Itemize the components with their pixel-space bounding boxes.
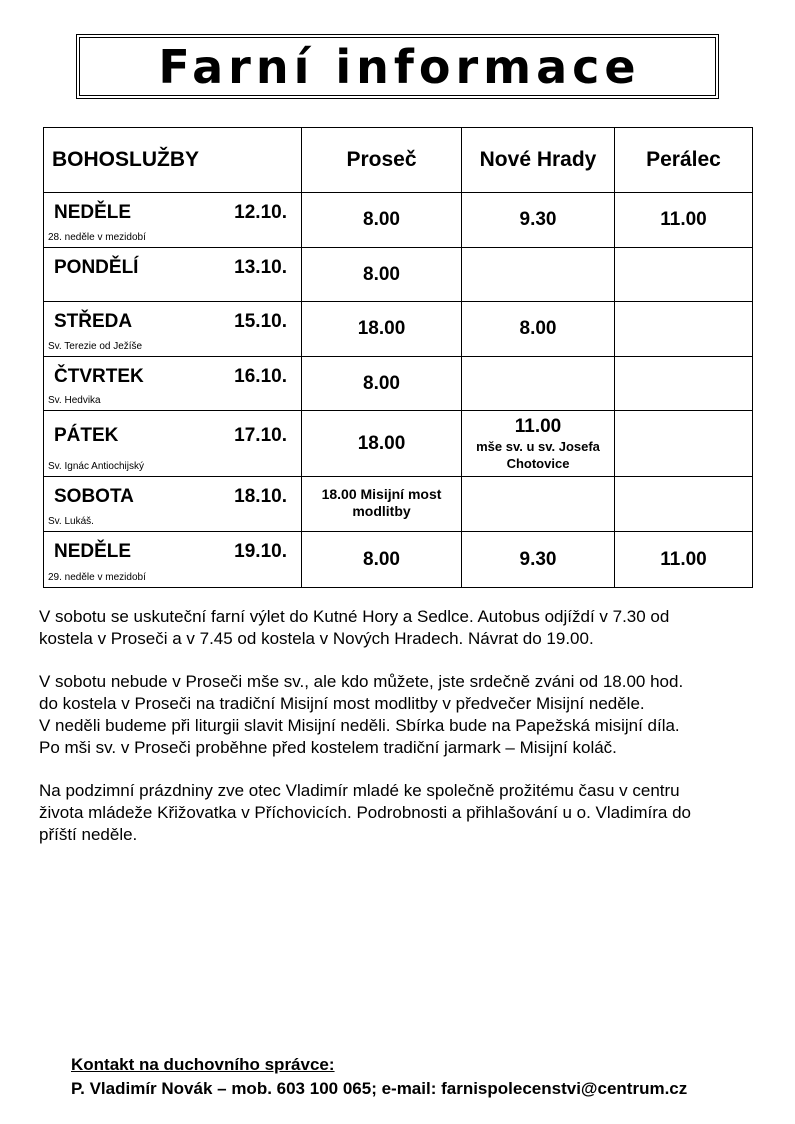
contact-details: P. Vladimír Novák – mob. 603 100 065; e-mail: farnispolecenstvi@centrum.cz [71, 1079, 688, 1098]
nove-hrady-note: mše sv. u sv. Josefa Chotovice [476, 438, 600, 471]
nove-hrady-time: 8.00 [462, 302, 615, 357]
day-note: 29. neděle v mezidobí [48, 572, 146, 583]
schedule-header-row [44, 128, 753, 193]
announcement-paragraph [39, 606, 769, 650]
prosec-time: 8.00 [302, 193, 462, 248]
peralec-time [615, 477, 753, 532]
day-note: Sv. Ignác Antiochijský [48, 461, 144, 472]
header-services: BOHOSLUŽBY [44, 128, 302, 193]
paragraph-line: Na podzimní prázdniny zve otec Vladimír mladé ke společně prožitému času v centru [39, 781, 680, 800]
peralec-time [615, 302, 753, 357]
peralec-time [615, 357, 753, 411]
peralec-time [615, 248, 753, 302]
schedule-table [43, 127, 753, 588]
day-cell [44, 302, 302, 357]
day-cell [44, 532, 302, 588]
day-cell [44, 477, 302, 532]
day-cell [44, 357, 302, 411]
day-name: PONDĚLÍ [54, 257, 139, 278]
day-date: 18.10. [234, 486, 287, 507]
paragraph-line: kostela v Proseči a v 7.45 od kostela v Nových Hradech. Návrat do 19.00. [39, 629, 594, 648]
day-cell [44, 411, 302, 477]
paragraph-line: V neděli budeme při liturgii slavit Misijní neděli. Sbírka bude na Papežská misijní díla. [39, 716, 680, 735]
paragraph-line: života mládeže Křižovatka v Příchovicích. Podrobnosti a přihlašování u o. Vladimíra do [39, 803, 691, 822]
day-cell [44, 248, 302, 302]
schedule-row [44, 532, 753, 588]
peralec-time: 11.00 [615, 193, 753, 248]
day-name: NEDĚLE [54, 541, 132, 562]
day-note: Sv. Terezie od Ježíše [48, 341, 143, 352]
schedule-row [44, 193, 753, 248]
paragraph-line: V sobotu se uskuteční farní výlet do Kutné Hory a Sedlce. Autobus odjíždí v 7.30 od [39, 607, 670, 626]
announcements [39, 606, 769, 867]
announcement-paragraph [39, 671, 769, 759]
nove-hrady-time: 11.00 [514, 415, 562, 437]
paragraph-line: V sobotu nebude v Proseči mše sv., ale kdo můžete, jste srdečně zváni od 18.00 hod. [39, 672, 684, 691]
header-peralec: Perálec [615, 128, 753, 193]
prosec-time: 8.00 [302, 357, 462, 411]
prosec-time: 18.00 Misijní most modlitby [302, 477, 462, 532]
prosec-time: 8.00 [302, 248, 462, 302]
peralec-time [615, 411, 753, 477]
day-date: 13.10. [234, 257, 287, 278]
title-inner-frame [79, 37, 716, 96]
day-date: 15.10. [234, 311, 287, 332]
day-date: 16.10. [234, 366, 287, 387]
header-nove-hrady: Nové Hrady [462, 128, 615, 193]
peralec-time: 11.00 [615, 532, 753, 588]
day-date: 17.10. [234, 425, 287, 446]
day-name: STŘEDA [54, 311, 133, 332]
header-prosec: Proseč [302, 128, 462, 193]
schedule-row [44, 357, 753, 411]
day-name: PÁTEK [54, 425, 119, 446]
prosec-time: 18.00 [302, 411, 462, 477]
schedule-row [44, 411, 753, 477]
nove-hrady-time: 9.30 [462, 532, 615, 588]
title-box [76, 34, 719, 99]
schedule-row [44, 302, 753, 357]
day-date: 12.10. [234, 202, 287, 223]
announcement-paragraph [39, 780, 769, 846]
page-title: Farní informace [158, 39, 641, 94]
day-note: Sv. Lukáš. [48, 516, 94, 527]
schedule-row [44, 477, 753, 532]
prosec-time: 8.00 [302, 532, 462, 588]
paragraph-line: do kostela v Proseči na tradiční Misijní most modlitby v předvečer Misijní neděle. [39, 694, 645, 713]
paragraph-line: Po mši sv. v Proseči proběhne před kostelem tradiční jarmark – Misijní koláč. [39, 738, 617, 757]
day-name: SOBOTA [54, 486, 134, 507]
nove-hrady-time: 9.30 [462, 193, 615, 248]
nove-hrady-time [462, 477, 615, 532]
day-name: NEDĚLE [54, 202, 132, 223]
day-note: 28. neděle v mezidobí [48, 232, 146, 243]
prosec-time: 18.00 [302, 302, 462, 357]
schedule-row [44, 248, 753, 302]
day-note: Sv. Hedvika [48, 395, 101, 406]
nove-hrady-cell [462, 411, 615, 477]
contact-label: Kontakt na duchovního správce: [71, 1055, 335, 1074]
day-name: ČTVRTEK [54, 366, 144, 387]
paragraph-line: příští neděle. [39, 825, 138, 844]
nove-hrady-time [462, 248, 615, 302]
contact-block [71, 1053, 687, 1101]
day-cell [44, 193, 302, 248]
nove-hrady-time [462, 357, 615, 411]
day-date: 19.10. [234, 541, 287, 562]
